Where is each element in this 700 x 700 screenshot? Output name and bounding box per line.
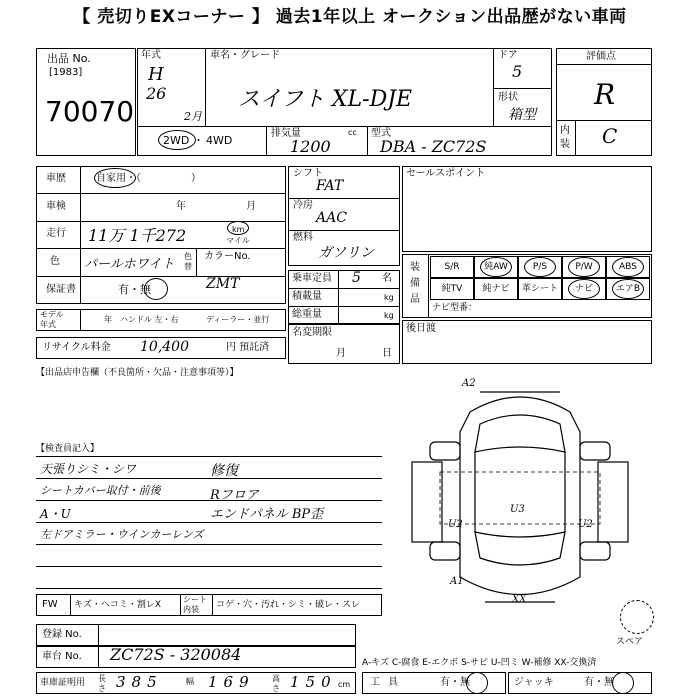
- tools-circle: [466, 672, 488, 694]
- model-year-handle: ハンドル 左・右: [120, 315, 179, 324]
- shape-value: 箱型: [508, 107, 536, 123]
- cert-height-label: 高さ: [272, 674, 280, 693]
- recycle-value: 10,400: [140, 339, 189, 355]
- mileage-value: 11万 1千272: [88, 226, 187, 245]
- recycle-label: リサイクル料金: [42, 342, 111, 353]
- chassis-label: 車台 No.: [42, 651, 82, 662]
- fw-scratch: キズ・ヘコミ・割レX: [74, 600, 161, 610]
- drive-2wd-circle: [158, 130, 196, 150]
- year-label: 年式: [141, 50, 161, 61]
- cert-length-label: 長さ: [98, 674, 106, 693]
- history-label: 車歴: [46, 173, 66, 184]
- fw-label: FW: [42, 599, 58, 610]
- inspector-line-4: 左ドアミラー・ウインカーレンズ: [40, 528, 204, 541]
- inspection-month: 月: [246, 201, 256, 212]
- declaration-label: 【出品店申告欄（不良箇所・欠品・注意事項等）】: [36, 368, 239, 378]
- notes-label: 後日渡: [406, 323, 436, 334]
- load-unit: kg: [384, 293, 394, 302]
- color-code-label: カラーNo.: [204, 251, 251, 262]
- inspection-year: 年: [176, 201, 186, 212]
- shape-label: 形状: [498, 92, 518, 103]
- cert-label: 車庫証明用: [40, 678, 86, 688]
- lot-code: [1983]: [49, 67, 83, 78]
- year-month: 2月: [184, 110, 202, 123]
- shift-label: シフト: [293, 168, 323, 179]
- cert-length: 385: [116, 673, 163, 691]
- equipment-item: 純TV: [430, 278, 474, 300]
- fw-seat-label: シート内装: [183, 595, 207, 614]
- diagram-mark-a2: A2: [462, 378, 476, 389]
- year-era: H: [148, 64, 164, 85]
- model-year-dealer: ディーラー・並行: [206, 315, 270, 324]
- car-name-label: 車名・グレード: [210, 50, 280, 61]
- inspector-line-2: シートカバー取付・前後: [40, 484, 161, 497]
- warranty-label: 保証書: [46, 284, 76, 295]
- diagram-mark-a1: A1: [450, 576, 464, 587]
- equipment-item: P/W: [562, 256, 606, 278]
- equipment-item: 純ナビ: [474, 278, 518, 300]
- color-label: 色: [50, 256, 60, 267]
- name-change-month: 月: [336, 348, 346, 359]
- tools-label: 工具: [370, 677, 406, 688]
- fuel-value: ガソリン: [318, 245, 374, 261]
- drive-2wd: 2WD: [163, 134, 190, 147]
- spare-label: スペア: [616, 637, 644, 647]
- equipment-item: エアB: [606, 278, 650, 300]
- displacement-unit: cc: [348, 128, 357, 137]
- name-change-day: 日: [382, 348, 392, 359]
- fw-seat: コゲ・穴・汚れ・シミ・破レ・スレ: [216, 600, 361, 610]
- evaluation-value: R: [594, 78, 616, 111]
- equipment-item: 純AW: [474, 256, 518, 278]
- inspector-repair-2: Rフロア: [210, 488, 259, 503]
- diagram-mark-u3: U3: [510, 504, 525, 515]
- mileage-mile: マイル: [226, 236, 250, 245]
- inspector-repair-1: 修復: [210, 463, 238, 479]
- capacity-value: 5: [352, 270, 361, 286]
- interior-label: 内装: [560, 125, 570, 150]
- drive-4wd: 4WD: [206, 134, 233, 147]
- lot-box: [36, 48, 136, 156]
- load-label: 積載量: [292, 291, 322, 302]
- name-change-label: 名変期限: [292, 327, 332, 338]
- color-change-label: 色替: [184, 252, 192, 271]
- model-year-year: 年: [104, 315, 112, 324]
- cert-width: 169: [208, 673, 255, 691]
- aircon-value: AAC: [316, 210, 347, 226]
- inspector-label: 【検査員記入】: [36, 444, 100, 454]
- doors-label: ドア: [498, 50, 518, 61]
- sales-point-label: セールスポイント: [406, 168, 486, 179]
- mileage-km-circle: [227, 221, 249, 235]
- notes-box: [402, 320, 652, 364]
- warranty-value: 有・無: [118, 283, 151, 296]
- displacement-label: 排気量: [271, 128, 301, 139]
- lot-number: 70070: [45, 95, 135, 128]
- gross-label: 総重量: [292, 309, 322, 320]
- drive-sep: ・: [193, 134, 204, 147]
- recycle-unit: 円 預託済: [226, 342, 270, 353]
- mileage-label: 走行: [46, 228, 66, 239]
- tools-value: 有・無: [440, 677, 470, 688]
- jack-label: ジャッキ: [514, 677, 554, 688]
- shift-value: FAT: [316, 178, 344, 194]
- aircon-label: 冷房: [293, 200, 313, 211]
- history-value: 自家用・（ ）: [96, 173, 201, 184]
- lot-label: 出品 No.: [47, 52, 91, 65]
- nav-model-label: ナビ型番：: [432, 303, 478, 313]
- model-label: 型式: [371, 128, 391, 139]
- car-name-value: スイフト XL-DJE: [238, 87, 413, 112]
- jack-value: 有・無: [584, 677, 614, 688]
- model-value: DBA - ZC72S: [380, 137, 487, 156]
- chassis-value: ZC72S - 320084: [110, 645, 242, 664]
- model-year-label: モデル年式: [40, 310, 64, 329]
- equipment-item: ナビ: [562, 278, 606, 300]
- capacity-unit: 名: [382, 273, 392, 284]
- equipment-label: 装備品: [410, 262, 420, 305]
- equipment-item: P/S: [518, 256, 562, 278]
- car-diagram: [400, 372, 640, 632]
- registration-row: [36, 624, 356, 646]
- year-value: 26: [146, 84, 167, 103]
- inspector-line-1: 天張りシミ・シワ: [40, 462, 137, 476]
- equipment-item: S/R: [430, 256, 474, 278]
- diagram-mark-u2-right: U2: [578, 519, 593, 530]
- warranty-circle: [144, 278, 168, 300]
- cert-height: 150: [290, 673, 337, 691]
- history-circle: [94, 168, 136, 188]
- legend-text: A-キズ C-腐食 E-エクボ S-サビ U-凹ミ W-補修 XX-交換済: [362, 658, 597, 668]
- equipment-item: ABS: [606, 256, 650, 278]
- displacement-value: 1200: [290, 137, 331, 156]
- inspector-line-3: A・U: [40, 507, 71, 521]
- capacity-label: 乗車定員: [292, 273, 332, 284]
- fuel-label: 燃料: [293, 232, 313, 243]
- color-value: パールホワイト: [84, 257, 175, 272]
- cert-unit: cm: [338, 680, 351, 689]
- doors-value: 5: [512, 62, 523, 81]
- evaluation-label: 評価点: [586, 51, 616, 62]
- inspector-repair-3: エンドパネル BP歪: [210, 507, 324, 522]
- equipment-item: 革シート: [518, 278, 562, 300]
- color-code-value: ZMT: [206, 276, 240, 292]
- jack-circle: [612, 672, 634, 694]
- registration-label: 登録 No.: [42, 629, 82, 640]
- cert-width-label: 幅: [186, 677, 194, 686]
- interior-value: C: [602, 124, 618, 148]
- inspection-label: 車検: [46, 201, 66, 212]
- gross-unit: kg: [384, 311, 394, 320]
- diagram-mark-u2-left: U2: [448, 519, 463, 530]
- mileage-km: km: [232, 225, 245, 234]
- diagram-mark-xx: XX: [512, 594, 527, 605]
- page-title: 【 売切りEXコーナー 】 過去1年以上 オークション出品歴がない車両: [73, 7, 627, 27]
